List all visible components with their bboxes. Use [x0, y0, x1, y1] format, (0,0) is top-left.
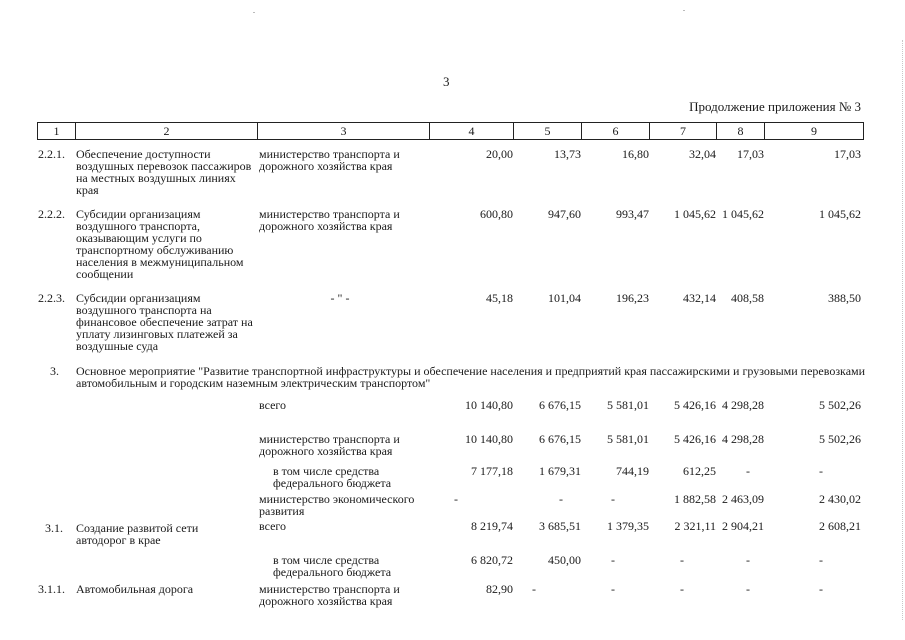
value-col9: 5 502,26: [819, 432, 861, 446]
value-col9: 5 502,26: [819, 398, 861, 412]
value-col7: -: [680, 553, 684, 567]
row-number: 3.1.: [45, 521, 63, 535]
value-col8: 4 298,28: [722, 432, 764, 446]
value-col7: 32,04: [689, 147, 716, 161]
col-header-9: 9: [765, 123, 864, 140]
value-col5: -: [559, 492, 563, 506]
row-name: Создание развитой сети автодорог в крае: [76, 521, 199, 547]
value-col6: -: [611, 492, 615, 506]
section-number: 3.: [50, 364, 59, 378]
col-header-8: 8: [717, 123, 765, 140]
value-col5: 947,60: [548, 207, 581, 221]
value-col5: 450,00: [548, 553, 581, 567]
value-col7: 612,25: [683, 464, 716, 478]
value-col6: 5 581,01: [607, 398, 649, 412]
value-col7: 5 426,16: [674, 398, 716, 412]
value-col8: 4 298,28: [722, 398, 764, 412]
value-col4: 10 140,80: [465, 398, 513, 412]
value-col9: -: [819, 464, 823, 478]
value-col8: 1 045,62: [722, 207, 764, 221]
value-col8: -: [746, 582, 750, 596]
value-col4: -: [454, 492, 458, 506]
row-executor: всего: [259, 519, 287, 533]
value-col6: -: [611, 582, 615, 596]
value-col6: -: [611, 553, 615, 567]
row-number: 2.2.2.: [38, 207, 65, 221]
value-col5: -: [532, 582, 536, 596]
value-col4: 20,00: [486, 147, 513, 161]
row-executor: всего: [259, 398, 287, 412]
value-col7: 432,14: [683, 291, 716, 305]
value-col6: 196,23: [616, 291, 649, 305]
value-col9: 17,03: [834, 147, 861, 161]
value-col4: 6 820,72: [471, 553, 513, 567]
row-executor: в том числе средства федерального бюджета: [273, 553, 392, 579]
value-col8: 408,58: [731, 291, 764, 305]
value-col4: 45,18: [486, 291, 513, 305]
row-number: 3.1.1.: [38, 582, 65, 596]
col-header-3: 3: [258, 123, 430, 140]
row-number: 2.2.3.: [38, 291, 65, 305]
row-name: Обеспечение доступности воздушных перевозок пассажиров на местных воздушных линиях края: [76, 147, 252, 197]
section-title: Основное мероприятие "Развитие транспортной инфраструктуры и обеспечение населения и предприятий края пассажирскими и грузовыми перевозками автомобильным и городским наземным электрическим транспортом": [76, 364, 866, 390]
row-number: 2.2.1.: [38, 147, 65, 161]
continuation-label: Продолжение приложения № 3: [689, 99, 861, 114]
col-header-2: 2: [76, 123, 258, 140]
value-col5: 6 676,15: [539, 432, 581, 446]
scan-speck: [253, 12, 255, 13]
value-col8: 2 904,21: [722, 519, 764, 533]
value-col4: 7 177,18: [471, 464, 513, 478]
row-executor: министерство транспорта и дорожного хозяйства края: [259, 207, 400, 233]
value-col4: 10 140,80: [465, 432, 513, 446]
value-col6: 16,80: [622, 147, 649, 161]
page-number: 3: [443, 74, 450, 89]
value-col6: 744,19: [616, 464, 649, 478]
value-col7: 1 045,62: [674, 207, 716, 221]
row-executor: министерство транспорта и дорожного хозяйства края: [259, 582, 400, 608]
value-col6: 1 379,35: [607, 519, 649, 533]
col-header-7: 7: [650, 123, 717, 140]
value-col4: 8 219,74: [471, 519, 513, 533]
scan-edge: [899, 40, 903, 620]
value-col5: 13,73: [554, 147, 581, 161]
value-col7: 5 426,16: [674, 432, 716, 446]
col-header-1: 1: [38, 123, 76, 140]
value-col6: 993,47: [616, 207, 649, 221]
row-executor: министерство транспорта и дорожного хозяйства края: [259, 432, 400, 458]
value-col8: 2 463,09: [722, 492, 764, 506]
col-header-5: 5: [514, 123, 582, 140]
value-col4: 600,80: [480, 207, 513, 221]
value-col8: -: [746, 464, 750, 478]
value-col6: 5 581,01: [607, 432, 649, 446]
row-executor: министерство транспорта и дорожного хозяйства края: [259, 147, 400, 173]
value-col9: 388,50: [828, 291, 861, 305]
value-col4: 82,90: [486, 582, 513, 596]
value-col7: 1 882,58: [674, 492, 716, 506]
row-name: Субсидии организациям воздушного транспорта, оказывающим услуги по транспортному обслуживанию населения в межмуниципальном сообщении: [76, 207, 244, 281]
row-executor: - " -: [330, 291, 350, 305]
value-col7: 2 321,11: [674, 519, 716, 533]
value-col5: 6 676,15: [539, 398, 581, 412]
row-name: Автомобильная дорога: [76, 582, 194, 596]
col-header-4: 4: [430, 123, 514, 140]
row-name: Субсидии организациям воздушного транспорта на финансовое обеспечение затрат на уплату лизинговых платежей за воздушные суда: [76, 291, 253, 353]
value-col9: 1 045,62: [819, 207, 861, 221]
value-col9: 2 608,21: [819, 519, 861, 533]
value-col5: 3 685,51: [539, 519, 581, 533]
value-col9: -: [819, 553, 823, 567]
value-col9: 2 430,02: [819, 492, 861, 506]
value-col8: -: [746, 553, 750, 567]
value-col8: 17,03: [737, 147, 764, 161]
value-col9: -: [819, 582, 823, 596]
row-executor: в том числе средства федерального бюджета: [273, 464, 392, 490]
col-header-6: 6: [582, 123, 650, 140]
scan-speck: [683, 10, 685, 11]
value-col5: 101,04: [548, 291, 581, 305]
value-col5: 1 679,31: [539, 464, 581, 478]
value-col7: -: [680, 582, 684, 596]
row-executor: министерство экономического развития: [259, 492, 415, 518]
